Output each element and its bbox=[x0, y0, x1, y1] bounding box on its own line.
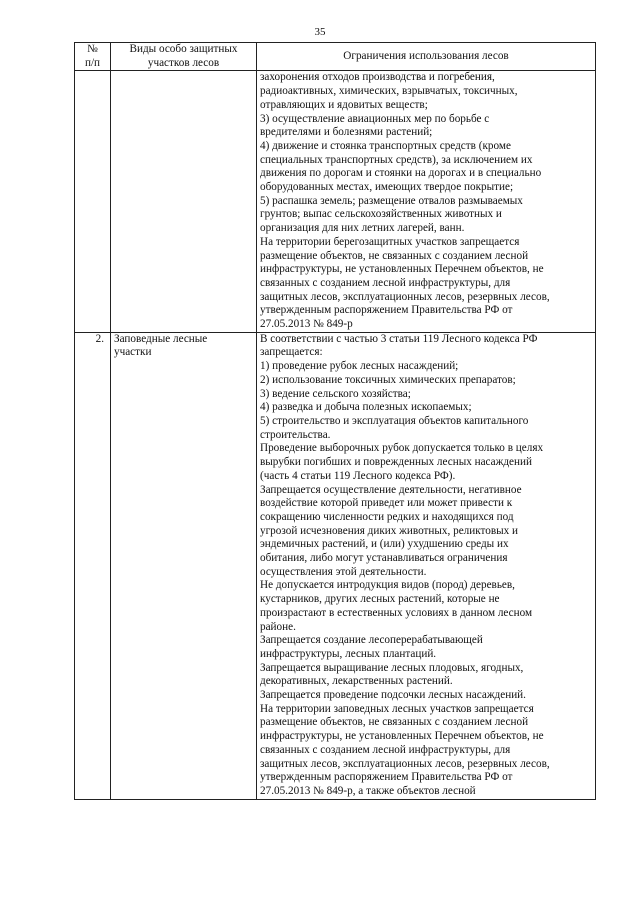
restriction-text-line: 5) распашка земель; размещение отвалов размываемых bbox=[260, 194, 523, 207]
restriction-text-line: В соответствии с частью 3 статьи 119 Лесного кодекса РФ bbox=[260, 332, 538, 345]
header-number-line: п/п bbox=[84, 56, 101, 69]
restriction-text-line: 3) осуществление авиационных мер по борьбе с bbox=[260, 112, 490, 125]
restriction-text-line: защитных лесов, эксплуатационных лесов, резервных лесов, bbox=[260, 290, 550, 303]
restriction-text-line: (часть 4 статьи 119 Лесного кодекса РФ). bbox=[260, 469, 456, 482]
restriction-text-line: районе. bbox=[260, 620, 296, 633]
header-restrictions: Ограничения использования лесов bbox=[257, 43, 596, 71]
header-number bbox=[75, 43, 111, 71]
restriction-text-line: 4) разведка и добыча полезных ископаемых; bbox=[260, 401, 472, 414]
header-number-line: № bbox=[87, 43, 98, 55]
restriction-text-line: специальных транспортных средств), за исключением их bbox=[260, 153, 533, 166]
restriction-text-line: Запрещается осуществление деятельности, негативное bbox=[260, 483, 522, 496]
restriction-text-line: утвержденным распоряжением Правительства РФ от bbox=[260, 771, 513, 784]
restriction-text-line: 5) строительство и эксплуатация объектов капитального bbox=[260, 414, 529, 427]
restriction-text-line: 1) проведение рубок лесных насаждений; bbox=[260, 360, 459, 373]
row-number bbox=[75, 71, 111, 332]
restriction-text-line: Проведение выборочных рубок допускается только в целях bbox=[260, 442, 544, 455]
restrictions-cell bbox=[257, 332, 596, 799]
restriction-text-line: На территории заповедных лесных участков запрещается bbox=[260, 702, 534, 715]
restriction-text-line: строительства. bbox=[260, 428, 331, 441]
restriction-text-line: движения по дорогам и стоянки на дорогах и в специально bbox=[260, 167, 542, 180]
restriction-text-line: утвержденным распоряжением Правительства РФ от bbox=[260, 304, 513, 317]
forest-type-cell bbox=[111, 71, 257, 332]
restriction-text-line: связанных с созданием лесной инфраструктуры, для bbox=[260, 276, 511, 289]
restriction-text-line: сокращению численности редких и находящихся под bbox=[260, 510, 514, 523]
forest-type-line: Заповедные лесные bbox=[114, 332, 208, 345]
forest-type-cell bbox=[111, 332, 257, 799]
restriction-text-line: произрастают в естественных условиях в данном лесном bbox=[260, 606, 533, 619]
restriction-text-line: радиоактивных, химических, взрывчатых, токсичных, bbox=[260, 85, 518, 98]
restriction-text-line: размещение объектов, не связанных с созданием лесной bbox=[260, 716, 529, 729]
table-row bbox=[75, 332, 596, 799]
header-forest-type-line: участков лесов bbox=[147, 56, 220, 69]
restriction-text-line: 27.05.2013 № 849-р bbox=[260, 318, 353, 331]
restriction-text-line: декоративных, лекарственных растений. bbox=[260, 675, 453, 688]
restriction-text-line: вырубки погибших и поврежденных лесных насаждений bbox=[260, 456, 532, 469]
page-number: 35 bbox=[314, 26, 326, 38]
table-header-row bbox=[75, 43, 596, 71]
restriction-text-line: инфраструктуры, не установленных Перечнем объектов, не bbox=[260, 730, 544, 743]
row-number: 2. bbox=[75, 332, 111, 799]
restriction-text-line: инфраструктуры, не установленных Перечнем объектов, не bbox=[260, 263, 544, 276]
restrictions-cell bbox=[257, 71, 596, 332]
restriction-text-line: размещение объектов, не связанных с созданием лесной bbox=[260, 249, 529, 262]
restriction-text-line: 27.05.2013 № 849-р, а также объектов лесной bbox=[260, 784, 476, 797]
restriction-text-line: кустарников, других лесных растений, которые не bbox=[260, 593, 500, 606]
header-forest-type-line: Виды особо защитных bbox=[129, 43, 238, 55]
restriction-text-line: организация для них летних лагерей, ванн. bbox=[260, 222, 465, 235]
restriction-text-line: оборудованных местах, имеющих твердое покрытие; bbox=[260, 181, 514, 194]
restriction-text-line: вредителями и болезнями растений; bbox=[260, 126, 433, 139]
restriction-text-line: 4) движение и стоянка транспортных средств (кроме bbox=[260, 139, 511, 152]
forest-type-line: участки bbox=[114, 346, 152, 359]
restriction-text-line: На территории берегозащитных участков запрещается bbox=[260, 235, 520, 248]
restriction-text-line: Не допускается интродукция видов (пород) деревьев, bbox=[260, 579, 515, 592]
restriction-text-line: захоронения отходов производства и погребения, bbox=[260, 71, 495, 84]
restriction-text-line: Запрещается проведение подсочки лесных насаждений. bbox=[260, 689, 526, 702]
restriction-text-line: угрозой исчезновения диких животных, реликтовых и bbox=[260, 524, 519, 537]
restriction-text-line: воздействие которой приведет или может привести к bbox=[260, 497, 513, 510]
restriction-text-line: инфраструктуры, лесных плантаций. bbox=[260, 647, 437, 660]
table-row bbox=[75, 71, 596, 332]
restriction-text-line: запрещается: bbox=[260, 346, 323, 359]
restriction-text-line: отравляющих и ядовитых веществ; bbox=[260, 98, 428, 111]
restriction-text-line: Запрещается выращивание лесных плодовых, ягодных, bbox=[260, 661, 524, 674]
restriction-text-line: эндемичных растений, и (или) ухудшению среды их bbox=[260, 538, 509, 551]
restrictions-table bbox=[74, 42, 596, 800]
restriction-text-line: грунтов; выпас сельскохозяйственных животных и bbox=[260, 208, 502, 221]
restriction-text-line: 3) ведение сельского хозяйства; bbox=[260, 387, 411, 400]
restriction-text-line: обитания, либо могут устанавливаться ограничения bbox=[260, 552, 508, 565]
restriction-text-line: 2) использование токсичных химических препаратов; bbox=[260, 373, 516, 386]
restriction-text-line: связанных с созданием лесной инфраструктуры, для bbox=[260, 743, 511, 756]
restriction-text-line: Запрещается создание лесоперерабатывающей bbox=[260, 634, 483, 647]
restriction-text-line: защитных лесов, эксплуатационных лесов, резервных лесов, bbox=[260, 757, 550, 770]
restriction-text-line: осуществления этой деятельности. bbox=[260, 565, 427, 578]
header-forest-type bbox=[111, 43, 257, 71]
